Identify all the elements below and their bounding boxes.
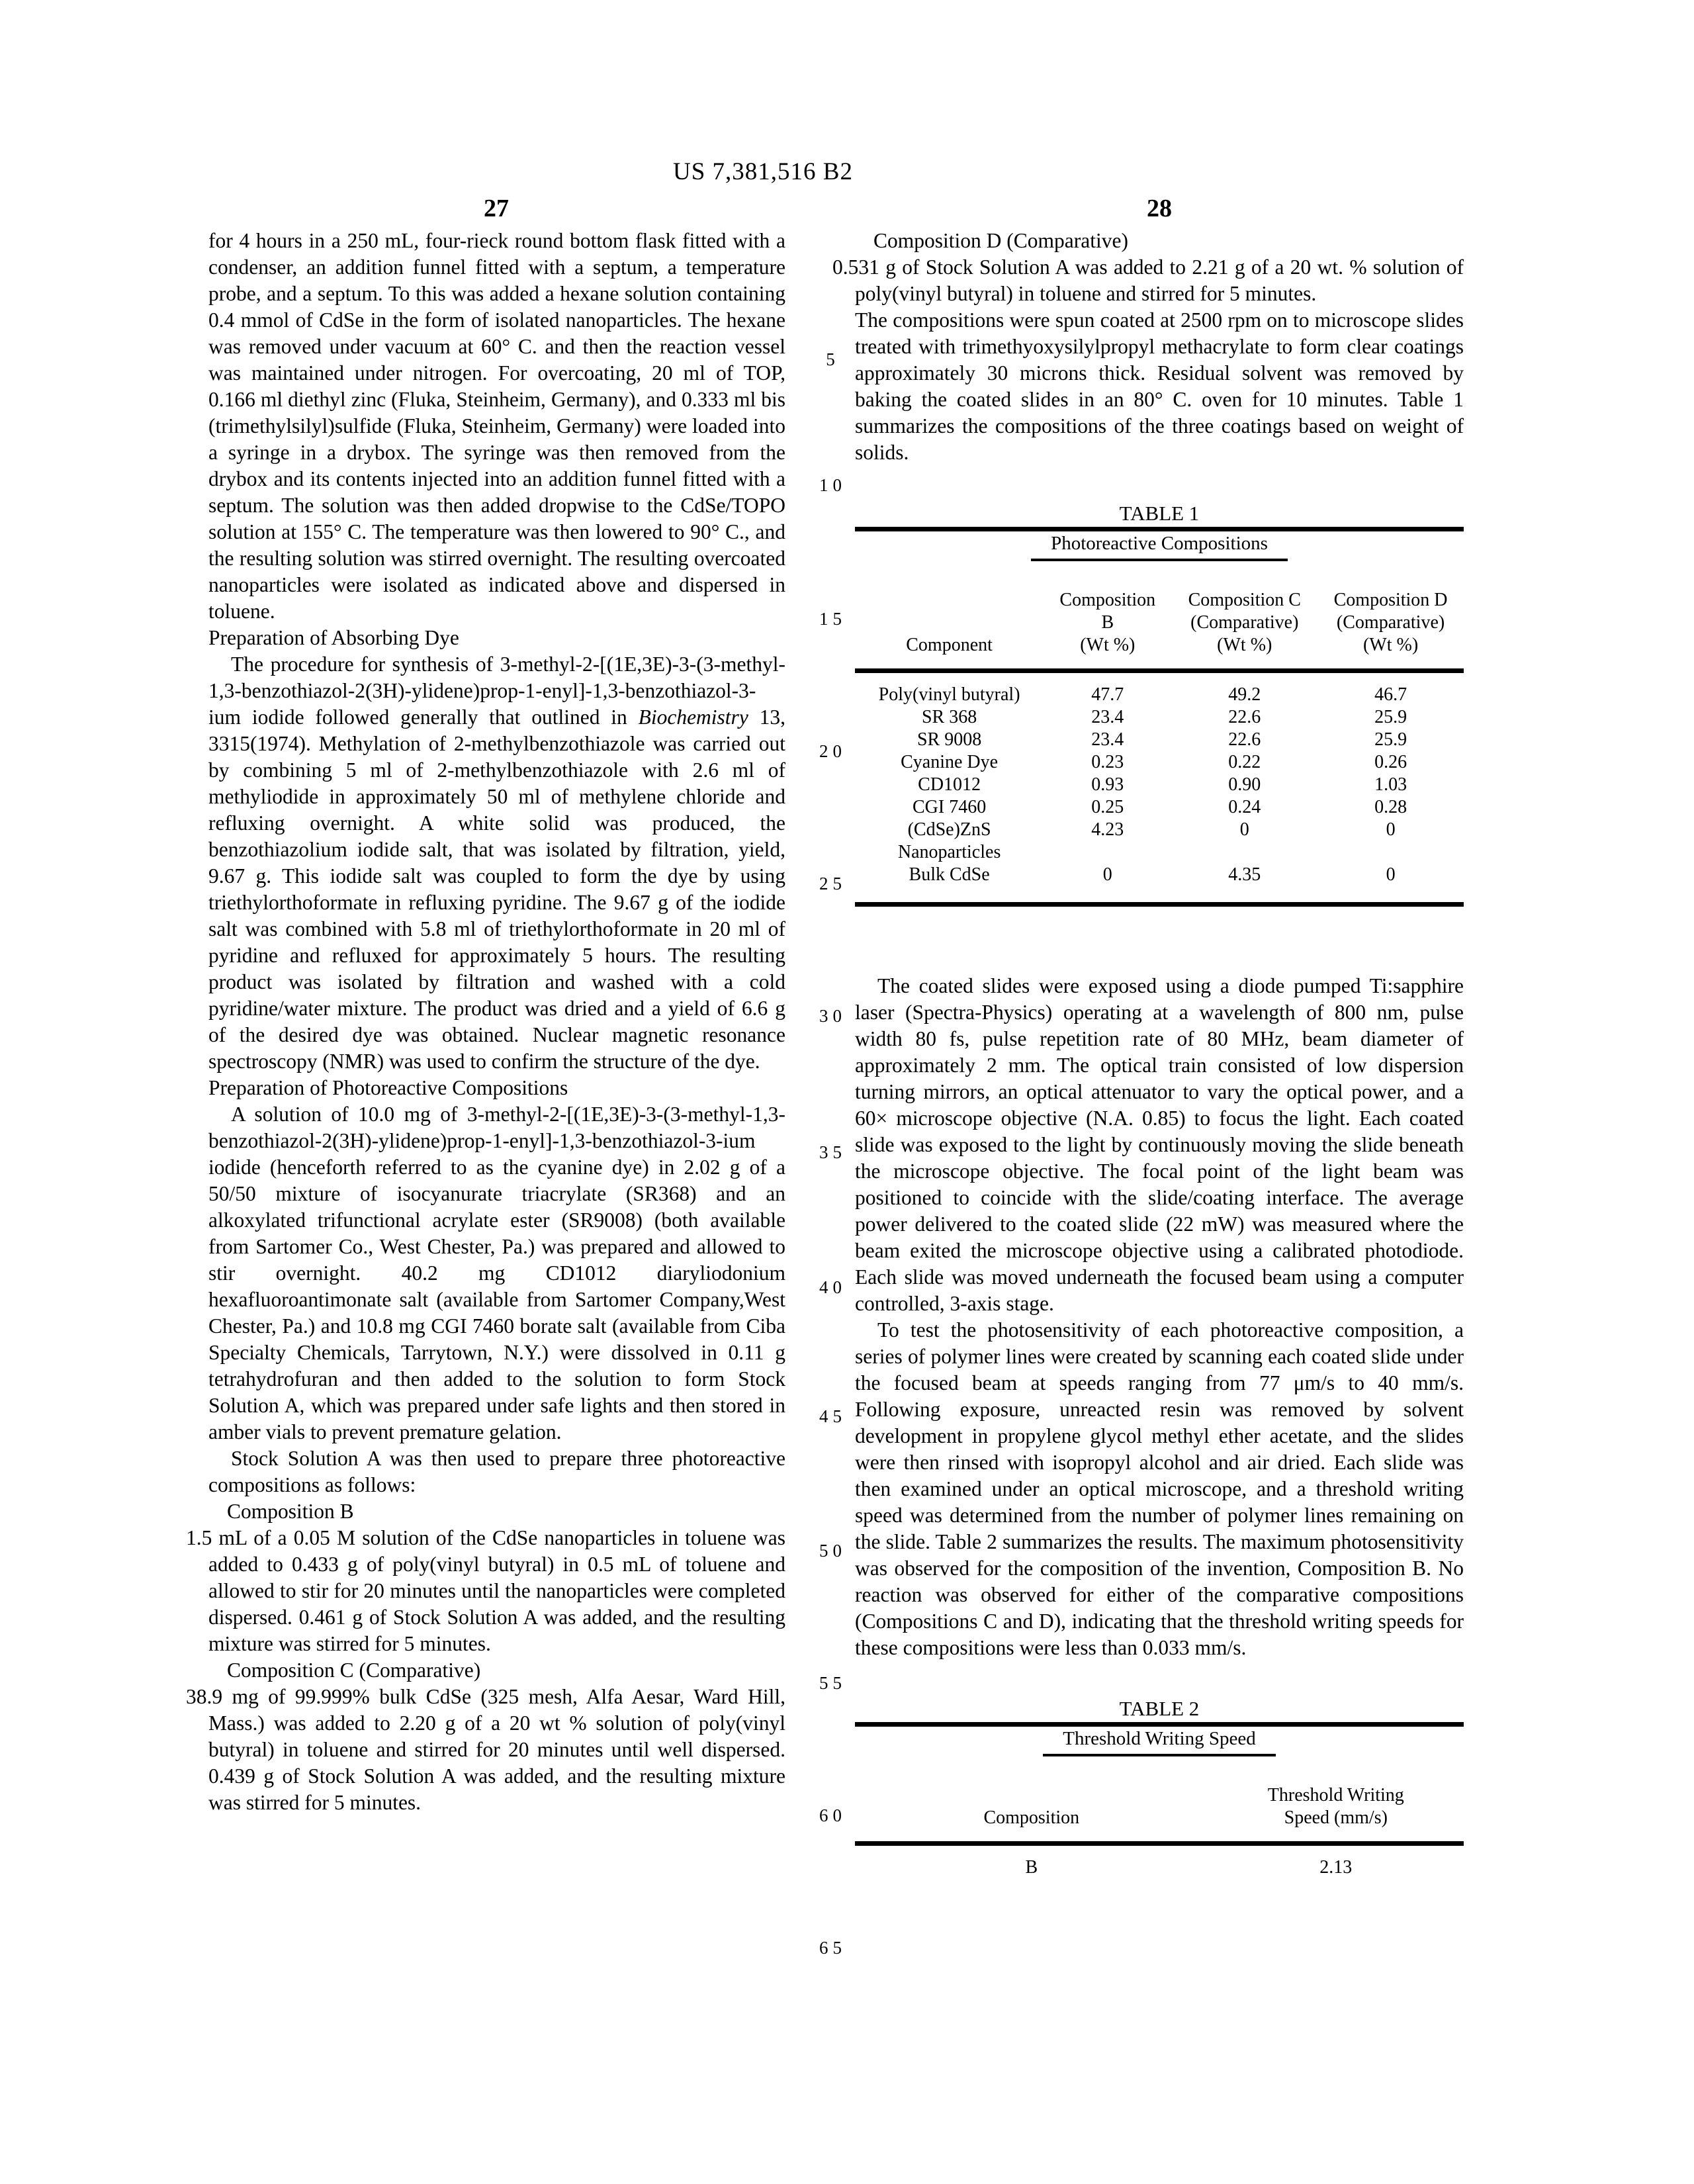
value-cell: 23.4 (1091, 729, 1124, 750)
line-number-10: 10 (819, 475, 846, 495)
composition-paragraph: 0.531 g of Stock Solution A was added to 2.21 g of a 20 wt. % solution of poly(vinyl butyral) in toluene and stirred for 5 minutes. (832, 255, 1464, 305)
body-paragraph: The procedure for synthesis of 3-methyl-2-[(1E,3E)-3-(3-methyl-1,3-benzothiazol-2(3H)-ylidene)prop-1-enyl]-1,3-benzothiazol-3-ium iodide followed generally that outlined in Biochemistry 13, 3315(1974). Methylation of 2-methylbenzothiazole was carried out by combining 5 ml of 2-methylbenzothiazole with 2.6 ml of methyliodide in approximately 50 ml of methylene chloride and refluxing overnight. A white solid was produced, the benzothiazolium iodide salt, that was isolated by filtration, yield, 9.67 g. This iodide salt was coupled to form the dye by using triethylorthoformate in refluxing pyridine. The 9.67 g of the iodide salt was combined with 5.8 ml of triethylorthoformate in 20 ml of pyridine and refluxed for approximately 5 hours. The resulting product was isolated by filtration and washed with a cold pyridine/water mixture. The product was dried and a yield of 6.6 g of the desired dye was obtained. Nuclear magnetic resonance spectroscopy (NMR) was used to confirm the structure of the dye. (208, 653, 786, 1073)
table-row (855, 729, 1464, 751)
column-number-right: 28 (1147, 195, 1172, 222)
table-row (855, 1856, 1464, 1879)
table-row (855, 684, 1464, 706)
line-number-40: 40 (819, 1277, 846, 1297)
table2-header-col-0: Composition (983, 1807, 1080, 1828)
patent-number-header: US 7,381,516 B2 (673, 158, 853, 185)
table2 (855, 1696, 1464, 1879)
line-number-30: 30 (819, 1006, 846, 1026)
table-row (855, 774, 1464, 796)
value-cell: 46.7 (1374, 684, 1407, 705)
line-number-55: 55 (819, 1673, 846, 1693)
component-cell: Poly(vinyl butyral) (878, 684, 1020, 705)
value-cell: 0.93 (1091, 774, 1124, 795)
line-number-20: 20 (819, 741, 846, 761)
value-cell: 0 (1386, 864, 1396, 885)
component-cell: CGI 7460 (912, 797, 987, 817)
table1-header-col-2: Composition C (Comparative) (Wt %) (1188, 590, 1301, 655)
left-text-column (186, 228, 786, 1816)
line-number-5: 5 (826, 349, 840, 369)
table1-body (855, 684, 1464, 886)
component-cell: SR 9008 (916, 729, 982, 750)
table1-header-col-1: Composition B (Wt %) (1059, 590, 1156, 655)
component-cell: Bulk CdSe (909, 864, 990, 885)
table2-title: TABLE 2 (1119, 1697, 1200, 1720)
value-cell: 0.26 (1374, 752, 1407, 772)
composition-paragraph: 1.5 mL of a 0.05 M solution of the CdSe nanoparticles in toluene was added to 0.433 g of poly(vinyl butyral) in 0.5 mL of toluene and allowed to stir for 20 minutes until the nanoparticles were completed dispersed. 0.461 g of Stock Solution A was added, and the resulting mixture was stirred for 5 minutes. (186, 1526, 785, 1655)
table-row (855, 796, 1464, 819)
table2-top-rule (855, 1722, 1464, 1727)
section-heading: Preparation of Photoreactive Compositions (208, 1076, 568, 1099)
value-cell: 4.23 (1091, 819, 1124, 840)
table-row (855, 706, 1464, 729)
table2-body (855, 1856, 1464, 1879)
table2-header-rule (855, 1841, 1464, 1846)
body-paragraph: The coated slides were exposed using a diode pumped Ti:sapphire laser (Spectra-Physics) operating at a wavelength of 800 nm, pulse width 80 fs, pulse repetition rate of 80 MHz, beam diameter of approximately 2 mm. The optical train consisted of low dispersion turning mirrors, an optical attenuator to vary the optical power, and a 60× microscope objective (N.A. 0.85) to focus the light. Each coated slide was exposed to the light by continuously moving the slide beneath the microscope objective. The focal point of the light beam was positioned to coincide with the slide/coating interface. The average power delivered to the coated slide (22 mW) was measured where the beam exited the microscope objective using a calibrated photodiode. Each slide was moved underneath the focused beam using a computer controlled, 3-axis stage. (855, 974, 1464, 1315)
table1-title: TABLE 1 (1119, 502, 1200, 525)
value-cell: 0.25 (1091, 797, 1124, 817)
composition-subheading: Composition B (227, 1500, 354, 1523)
body-paragraph: A solution of 10.0 mg of 3-methyl-2-[(1E,3E)-3-(3-methyl-1,3-benzothiazol-2(3H)-ylidene)prop-1-enyl]-1,3-benzothiazol-3-ium iodide (henceforth referred to as the cyanine dye) in 2.02 g of a 50/50 mixture of isocyanurate triacrylate (SR368) and an alkoxylated trifunctional acrylate ester (SR9008) (both available from Sartomer Co., West Chester, Pa.) was prepared and allowed to stir overnight. 40.2 mg CD1012 diaryliodonium hexafluoroantimonate salt (available from Sartomer Company,West Chester, Pa.) and 10.8 mg CGI 7460 borate salt (available from Ciba Specialty Chemicals, Tarrytown, N.Y.) were dissolved in 0.11 g tetrahydrofuran and then added to the solution to form Stock Solution A, which was prepared under safe lights and then stored in amber vials to prevent premature gelation. (208, 1103, 785, 1443)
value-cell: 25.9 (1374, 729, 1407, 750)
value-cell: 0.24 (1228, 797, 1261, 817)
table-row (855, 751, 1464, 774)
body-paragraph: for 4 hours in a 250 mL, four-rieck round bottom flask fitted with a condenser, an addition funnel fitted with a septum, a temperature probe, and a septum. To this was added a hexane solution containing 0.4 mmol of CdSe in the form of isolated nanoparticles. The hexane was removed under vacuum at 60° C. and then the reaction vessel was maintained under nitrogen. For overcoating, 20 ml of TOP, 0.166 ml diethyl zinc (Fluka, Steinheim, Germany), and 0.333 ml bis (trimethylsilyl)sulfide (Fluka, Steinheim, Germany) were loaded into a syringe in a drybox. The syringe was then removed from the drybox and its contents injected into an addition funnel fitted with a septum. The solution was then added dropwise to the CdSe/TOPO solution at 155° C. The temperature was then lowered to 90° C., and the resulting solution was stirred overnight. The resulting overcoated nanoparticles were isolated as indicated above and dispersed in toluene. (208, 229, 785, 623)
body-paragraph: To test the photosensitivity of each photoreactive composition, a series of polymer lines were created by scanning each coated slide under the focused beam at speeds ranging from 77 μm/s to 40 mm/s. Following exposure, unreacted resin was removed by solvent development in propylene glycol methyl ether acetate, and the slides were then rinsed with isopropyl alcohol and air dried. Each slide was then examined under an optical microscope, and a threshold writing speed was determined from the number of polymer lines remaining on the slide. Table 2 summarizes the results. The maximum photosensitivity was observed for the composition of the invention, Composition B. No reaction was observed for either of the comparative compositions (Compositions C and D), indicating that the threshold writing speeds for these compositions were less than 0.033 mm/s. (855, 1318, 1464, 1659)
value-cell: 49.2 (1228, 684, 1261, 705)
table1-subtitle (855, 531, 1464, 561)
component-cell: SR 368 (921, 707, 977, 727)
value-cell: 0 (1239, 819, 1249, 840)
body-paragraph: The compositions were spun coated at 2500 rpm on to microscope slides treated with trimethyoxysilylpropyl methacrylate to form clear coatings approximately 30 microns thick. Residual solvent was removed by baking the coated slides in an 80° C. oven for 10 minutes. Table 1 summarizes the compositions of the three coatings based on weight of solids. (855, 308, 1464, 464)
value-cell: 4.35 (1228, 864, 1261, 885)
line-number-60: 60 (819, 1805, 846, 1825)
line-number-65: 65 (819, 1938, 846, 1958)
value-cell: 25.9 (1374, 707, 1407, 727)
value-cell: 0.23 (1091, 752, 1124, 772)
table-row (855, 864, 1464, 886)
composition-paragraph: 38.9 mg of 99.999% bulk CdSe (325 mesh, Alfa Aesar, Ward Hill, Mass.) was added to 2.20 g of a 20 wt % solution of poly(vinyl butyral) in toluene and stirred for 20 minutes until well dispersed. 0.439 g of Stock Solution A was added, and the resulting mixture was stirred for 5 minutes. (186, 1685, 785, 1814)
section-heading: Preparation of Absorbing Dye (208, 626, 459, 649)
value-cell: 23.4 (1091, 707, 1124, 727)
line-number-50: 50 (819, 1541, 846, 1561)
table1-bottom-rule (855, 902, 1464, 907)
value-cell: 0.90 (1228, 774, 1261, 795)
table1-header-col-3: Composition D (Comparative) (Wt %) (1333, 590, 1448, 655)
value-cell: 1.03 (1374, 774, 1407, 795)
composition-subheading: Composition C (Comparative) (227, 1659, 481, 1682)
line-number-15: 15 (819, 609, 846, 629)
component-cell: B (1025, 1857, 1038, 1878)
value-cell: 0.28 (1374, 797, 1407, 817)
table2-header-col-1: Threshold Writing Speed (mm/s) (1267, 1785, 1404, 1828)
table1 (855, 500, 1464, 907)
line-number-25: 25 (819, 874, 846, 893)
value-cell: 0 (1386, 819, 1396, 840)
table2-subtitle-text: Threshold Writing Speed (1043, 1727, 1275, 1756)
component-cell: (CdSe)ZnS Nanoparticles (897, 819, 1001, 862)
composition-subheading: Composition D (Comparative) (873, 229, 1128, 252)
line-number-35: 35 (819, 1142, 846, 1162)
table1-subtitle-text: Photoreactive Compositions (1031, 531, 1288, 561)
line-number-45: 45 (819, 1406, 846, 1426)
value-cell: 22.6 (1228, 707, 1261, 727)
component-cell: CD1012 (918, 774, 981, 795)
table2-subtitle (855, 1727, 1464, 1756)
table2-header-row (855, 1784, 1464, 1829)
table1-header-rule (855, 668, 1464, 673)
table1-header-col-0: Component (906, 635, 993, 655)
body-paragraph: Stock Solution A was then used to prepare three photoreactive compositions as follows: (208, 1447, 785, 1496)
value-cell: 0.22 (1228, 752, 1261, 772)
table1-top-rule (855, 527, 1464, 531)
value-cell: 22.6 (1228, 729, 1261, 750)
table1-header-row (855, 589, 1464, 657)
table-row (855, 819, 1464, 864)
component-cell: Cyanine Dye (901, 752, 999, 772)
value-cell: 47.7 (1091, 684, 1124, 705)
value-cell: 2.13 (1319, 1857, 1353, 1878)
value-cell: 0 (1102, 864, 1112, 885)
column-number-left: 27 (484, 195, 509, 222)
